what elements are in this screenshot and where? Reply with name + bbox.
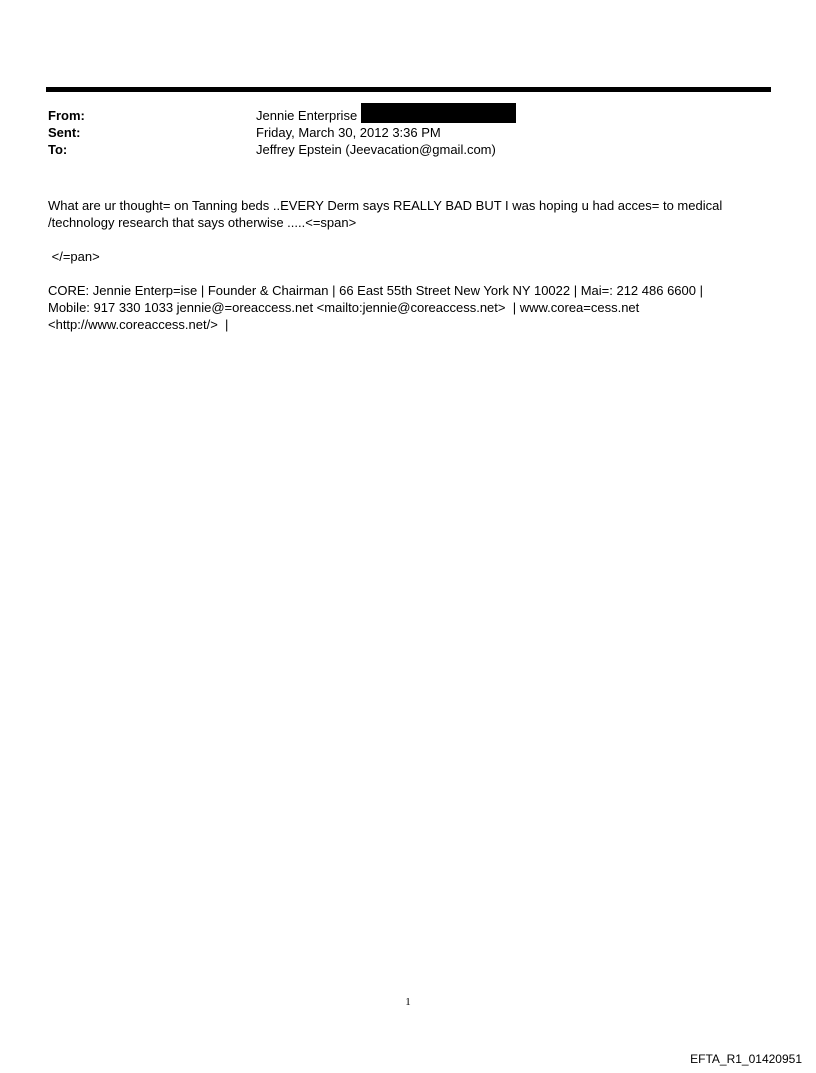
spacer bbox=[48, 231, 768, 248]
signature-line: Mobile: 917 330 1033 jennie@=oreaccess.net <mailto:jennie@coreaccess.net> | www.corea=cess.net bbox=[48, 300, 640, 315]
header-from-value-wrap bbox=[256, 107, 516, 124]
email-body bbox=[48, 197, 768, 333]
signature-line: CORE: Jennie Enterp=ise | Founder & Chairman | 66 East 55th Street New York NY 10022 | Mai=: 212 486 6600 | bbox=[48, 283, 703, 298]
header-from-row bbox=[48, 107, 768, 124]
header-from-value: Jennie Enterprise bbox=[256, 108, 358, 123]
header-to-value: Jeffrey Epstein (Jeevacation@gmail.com) bbox=[256, 142, 496, 157]
body-line: </=pan> bbox=[48, 249, 100, 264]
header-to-row bbox=[48, 141, 768, 158]
email-headers bbox=[48, 107, 768, 158]
header-sent-label: Sent: bbox=[48, 125, 81, 140]
body-line: What are ur thought= on Tanning beds ..EVERY Derm says REALLY BAD BUT I was hoping u had acces= to medical bbox=[48, 198, 723, 213]
header-from-label: From: bbox=[48, 108, 85, 123]
signature-line: <http://www.coreaccess.net/> | bbox=[48, 317, 229, 332]
header-sent-value: Friday, March 30, 2012 3:36 PM bbox=[256, 125, 441, 140]
header-rule bbox=[46, 87, 771, 92]
body-line: /technology research that says otherwise .....<=span> bbox=[48, 215, 357, 230]
page-number: 1 bbox=[405, 996, 411, 1008]
redaction-block bbox=[361, 103, 516, 123]
header-sent-row bbox=[48, 124, 768, 141]
spacer bbox=[48, 265, 768, 282]
document-id: EFTA_R1_01420951 bbox=[690, 1052, 802, 1066]
header-to-label: To: bbox=[48, 142, 68, 157]
